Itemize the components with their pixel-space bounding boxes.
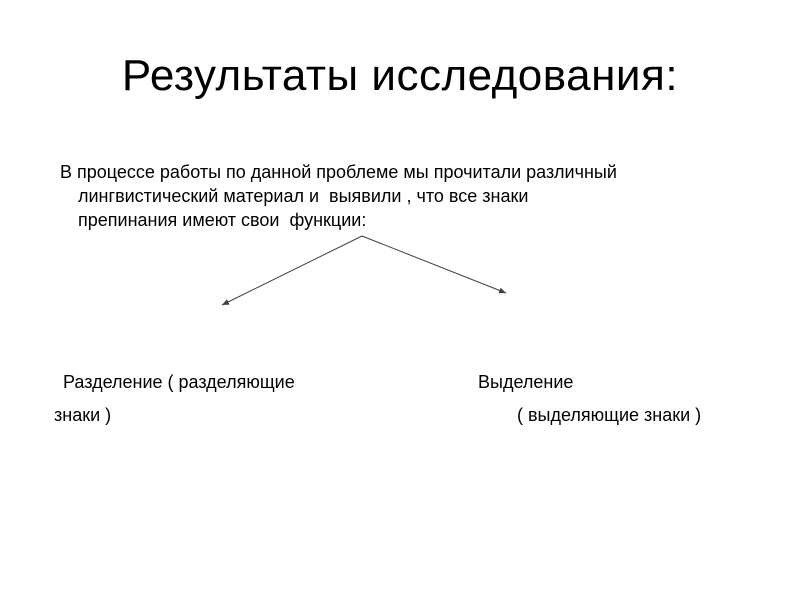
arrow-left bbox=[222, 236, 362, 305]
slide-title: Результаты исследования: bbox=[121, 51, 679, 100]
body-line-1: В процессе работы по данной проблеме мы прочитали различный bbox=[60, 162, 617, 182]
body-line-3: препинания имеют свои функции: bbox=[78, 210, 367, 230]
arrow-right bbox=[362, 236, 506, 293]
body-paragraph bbox=[60, 160, 760, 232]
body-line-2: лингвистический материал и выявили , что все знаки bbox=[78, 186, 529, 206]
branch-left-label: Разделение ( разделяющие bbox=[63, 372, 295, 392]
branch-right-label: Выделение bbox=[478, 372, 574, 392]
branch-left-label-continued: знаки ) bbox=[54, 405, 112, 425]
branch-right-label-continued: ( выделяющие знаки ) bbox=[517, 405, 702, 425]
